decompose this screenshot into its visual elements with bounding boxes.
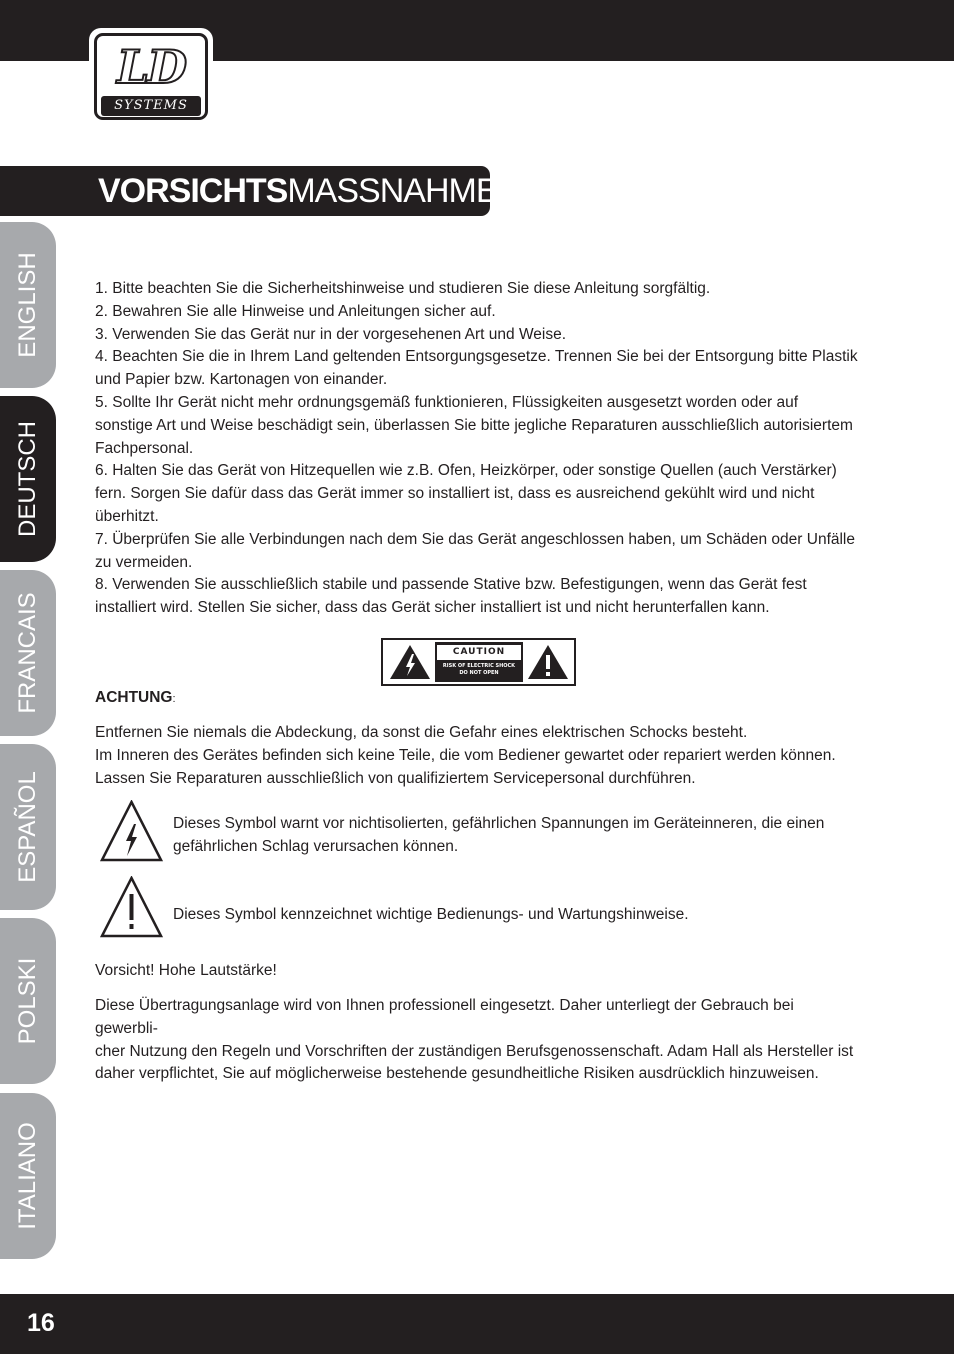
instruction-item: 6. Halten Sie das Gerät von Hitzequellen wie z.B. Ofen, Heizkörper, oder sonstige Quellen (auch Verstärker) fern. Sorgen Sie dafür dass das Gerät immer so installiert ist, dass es ausreichend gekühlt wird und nicht überhitzt. [95,462,837,525]
symbol-text: Dieses Symbol kennzeichnet wichtige Bedienungs- und Wartungshinweise. [173,906,689,923]
notice-line: Diese Übertragungsanlage wird von Ihnen professionell eingesetzt. Daher unterliegt der Gebrauch bei gewerbli- [95,997,794,1037]
page-number: 16 [27,1309,55,1337]
tab-label: ITALIANO [14,1122,41,1230]
notice-line: cher Nutzung den Regeln und Vorschriften der zuständigen Berufsgenossenschaft. Adam Hall als Hersteller ist [95,1042,854,1060]
tab-espanol[interactable] [0,744,56,910]
section-title-bar [0,166,530,216]
caution-line: RISK OF ELECTRIC SHOCK [442,663,516,669]
title-light: MASSNAHMEN: [287,172,530,210]
lightning-symbol-description [173,813,853,859]
safety-instructions-list [95,278,860,620]
caution-line: DO NOT OPEN [459,670,499,676]
logo-mark: LD [116,40,186,94]
ld-systems-logo [89,28,213,125]
warning-line: Entfernen Sie niemals die Abdeckung, da sonst die Gefahr eines elektrischen Schocks besteht. [95,724,748,741]
professional-use-notice [95,995,860,1086]
achtung-label: ACHTUNG [95,689,173,706]
page-title [98,170,530,212]
instruction-item: 1. Bitte beachten Sie die Sicherheitshinweise und studieren Sie diese Anleitung sorgfältig. [95,280,711,297]
symbol-text: Dieses Symbol warnt vor nichtisolierten, gefährlichen Spannungen im Geräteinneren, die einen gefährlichen Schlag verursachen können. [173,815,825,855]
instruction-item: 7. Überprüfen Sie alle Verbindungen nach dem Sie das Gerät angeschlossen haben, um Schäden oder Unfälle zu vermeiden. [95,530,855,571]
warning-line: Lassen Sie Reparaturen ausschließlich von qualifiziertem Servicepersonal durchführen. [95,769,696,787]
title-bold: VORSICHTS [98,172,288,210]
tab-label: ESPAÑOL [14,771,41,883]
instruction-item: 4. Beachten Sie die in Ihrem Land geltenden Entsorgungsgesetze. Trennen Sie bei der Entsorgung bitte Plastik und Papier bzw. Kartonagen von einander. [95,348,858,389]
volume-warning: Vorsicht! Hohe Lautstärke! [95,962,277,979]
exclamation-triangle-icon [523,642,573,682]
lightning-warning-icon [100,800,163,862]
notice-line: daher verpflichtet, Sie auf möglicherweise bestehende gesundheitliche Risiken ausdrücklich hinzuweisen. [95,1065,819,1083]
caution-subtext [435,663,523,677]
tab-label: FRANCAIS [14,592,41,714]
achtung-colon: : [172,693,176,705]
instruction-item: 3. Verwenden Sie das Gerät nur in der vorgesehenen Art und Weise. [95,325,567,343]
lightning-triangle-icon [385,642,435,682]
caution-text-block [435,642,523,682]
tab-francais[interactable] [0,570,56,736]
tab-italiano[interactable] [0,1093,56,1259]
exclamation-warning-icon [100,876,163,938]
tab-label: ENGLISH [14,252,41,358]
achtung-heading [95,687,860,711]
warning-line: Im Inneren des Gerätes befinden sich keine Teile, die vom Bediener gewartet oder repariert werden können. [95,746,836,764]
caution-label [381,638,576,686]
tab-label: POLSKI [14,957,41,1045]
instruction-item: 8. Verwenden Sie ausschließlich stabile und passende Stative bzw. Befestigungen, wenn das Gerät fest installiert wird. Stellen Sie sicher, dass das Gerät sicher installiert ist und nicht herunterfallen kann. [95,576,807,617]
tab-deutsch[interactable] [0,396,56,562]
footer-bar [0,1294,954,1354]
instruction-item: 2. Bewahren Sie alle Hinweise und Anleitungen sicher auf. [95,302,496,320]
tab-label: DEUTSCH [14,420,41,538]
exclamation-symbol-description [173,904,853,927]
logo-frame [94,33,208,120]
caution-word: CAUTION [437,645,521,660]
instruction-item: 5. Sollte Ihr Gerät nicht mehr ordnungsgemäß funktionieren, Flüssigkeiten ausgesetzt worden oder auf sonstige Art und Weise beschädigt sein, überlassen Sie bitte jegliche Reparaturen ausschließlich autorisiertem Fachpersonal. [95,393,853,457]
tab-polski[interactable] [0,918,56,1084]
logo-subtitle: SYSTEMS [101,96,201,116]
warning-paragraph [95,722,860,790]
tab-english[interactable] [0,222,56,388]
